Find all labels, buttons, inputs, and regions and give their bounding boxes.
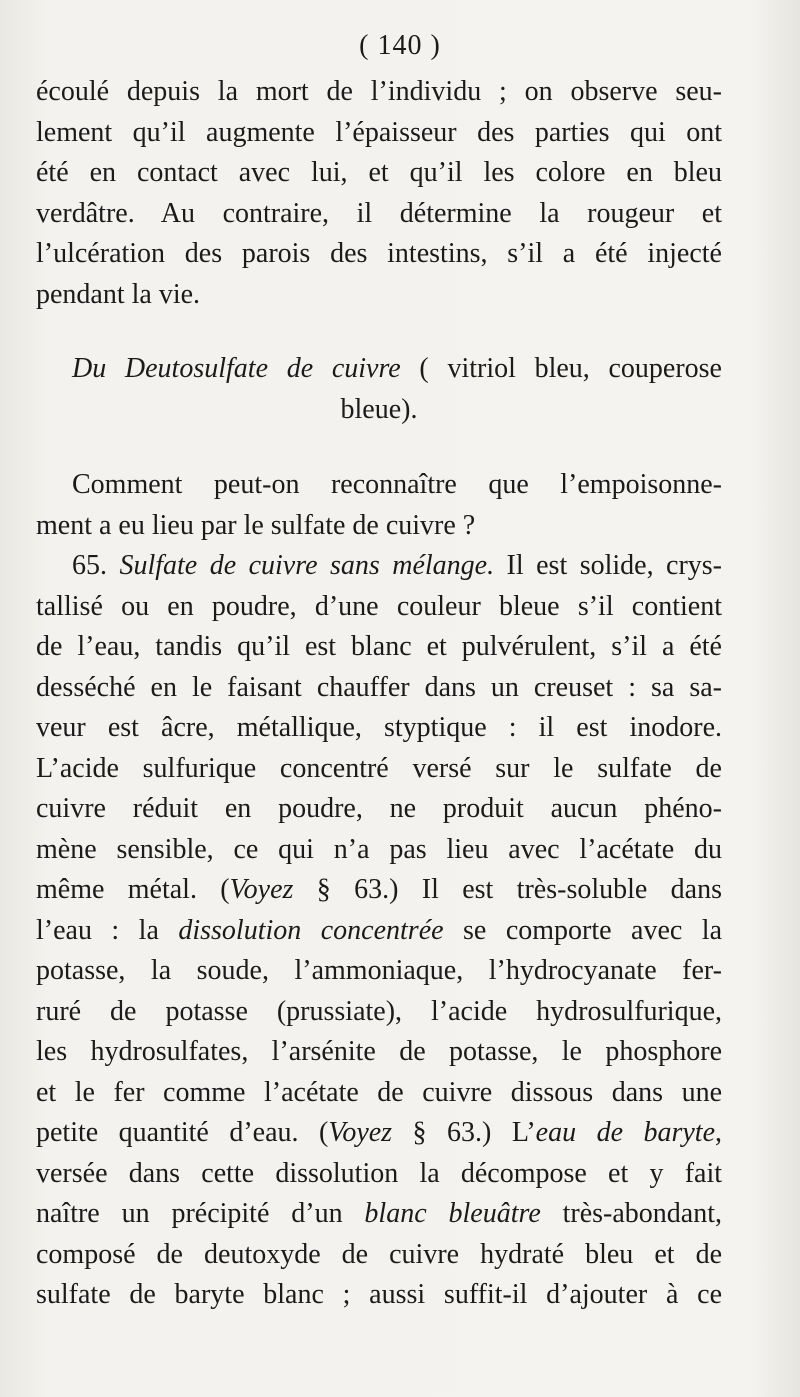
text-line: pendant la vie. — [36, 278, 201, 310]
heading-subtitle: ( vitriol bleu, couperose — [400, 353, 722, 384]
text-line: L’acide sulfurique concentré versé sur le sulfate de — [36, 752, 722, 784]
text-line: desséché en le faisant chauffer dans un creuset : sa sa- — [36, 671, 722, 703]
text-line: sulfate de baryte blanc ; aussi suffit-il d’ajouter à ce — [36, 1279, 722, 1310]
text-line: et le fer comme l’acétate de cuivre dissous dans une — [36, 1076, 722, 1108]
text-line: Comment peut-on reconnaître que l’empoisonne- — [72, 469, 722, 500]
section-number: 65. — [72, 550, 107, 581]
text-line: veur est âcre, métallique, styptique : il est inodore. — [36, 712, 722, 743]
text-line: l’eau : la dissolution concentrée se comporte avec la — [36, 914, 722, 946]
text-line: composé de deutoxyde de cuivre hydraté bleu et de — [36, 1238, 722, 1270]
section-heading — [36, 349, 722, 430]
text-line: versée dans cette dissolution la décompose et y fait — [36, 1157, 722, 1189]
cross-reference: Voyez — [229, 874, 294, 905]
text-line: écoulé depuis la mort de l’individu ; on observe seu- — [36, 76, 722, 107]
cross-reference: Voyez — [328, 1117, 393, 1148]
heading-line: bleue). — [340, 393, 418, 425]
text-line: de l’eau, tandis qu’il est blanc et pulvérulent, s’il a été — [36, 631, 722, 662]
heading-line — [36, 349, 722, 390]
section-65 — [36, 546, 722, 1316]
section-title: Sulfate de cuivre sans mélange. — [119, 550, 495, 581]
text-line: lement qu’il augmente l’épaisseur des parties qui ont — [36, 116, 722, 148]
paragraph-continuation — [36, 72, 722, 315]
heading-title: Du Deutosulfate de cuivre — [72, 353, 401, 384]
text-line: même métal. (Voyez § 63.) Il est très-soluble dans — [36, 874, 722, 905]
text-line: potasse, la soude, l’ammoniaque, l’hydrocyanate fer- — [36, 955, 722, 986]
text-line: verdâtre. Au contraire, il détermine la rougeur et — [36, 197, 722, 229]
text-line: petite quantité d’eau. (Voyez § 63.) L’eau de baryte, — [36, 1117, 722, 1148]
text-line: naître un précipité d’un blanc bleuâtre très-abondant, — [36, 1198, 723, 1229]
text-line: l’ulcération des parois des intestins, s’il a été injecté — [36, 238, 722, 269]
text-line: mène sensible, ce qui n’a pas lieu avec l’acétate du — [36, 833, 722, 865]
text-line: ment a eu lieu par le sulfate de cuivre ? — [36, 509, 476, 541]
text-line: été en contact avec lui, et qu’il les colore en bleu — [36, 157, 722, 188]
text-line: 65. Sulfate de cuivre sans mélange. Il est solide, crys- — [72, 550, 723, 581]
text-line: ruré de potasse (prussiate), l’acide hydrosulfurique, — [36, 995, 722, 1027]
text-line: les hydrosulfates, l’arsénite de potasse, le phosphore — [36, 1036, 722, 1067]
question-paragraph — [36, 465, 722, 546]
text-line: cuivre réduit en poudre, ne produit aucun phéno- — [36, 793, 722, 824]
text-line: tallisé ou en poudre, d’une couleur bleue s’il contient — [36, 590, 722, 622]
page-text — [36, 72, 722, 1316]
page-number: ( 140 ) — [359, 30, 441, 61]
